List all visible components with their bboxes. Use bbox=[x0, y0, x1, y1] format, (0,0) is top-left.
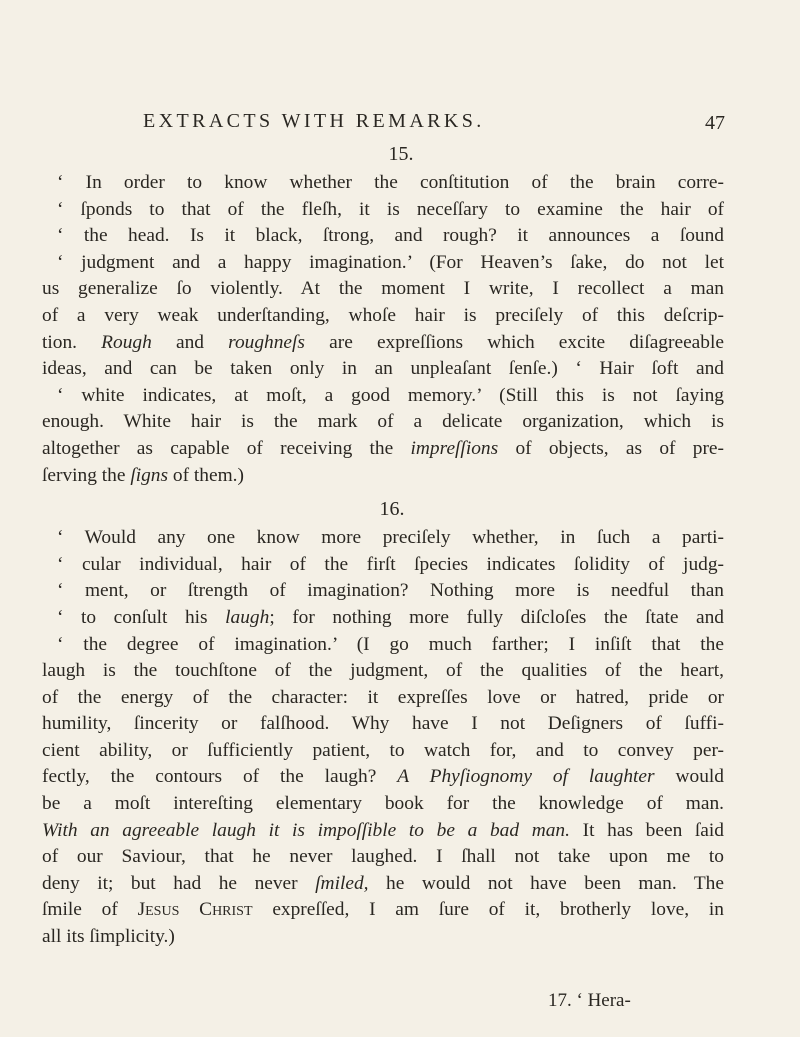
text-line: cient ability, or ſufficiently patient, to watch for, and to convey per- bbox=[42, 739, 724, 761]
text-line: humility, ſincerity or falſhood. Why have I not Deſigners of ſuffi- bbox=[42, 713, 724, 735]
text-line: ‘ the degree of imagination.’ (I go much farther; I inſiſt that the bbox=[57, 633, 724, 655]
text-line: ‘ In order to know whether the conſtitution of the brain corre- bbox=[57, 172, 724, 193]
text-line: ‘ the head. Is it black, ſtrong, and rough? it announces a ſound bbox=[57, 225, 724, 247]
text-line: ‘ ſponds to that of the fleſh, it is neceſſary to examine the hair of bbox=[57, 198, 724, 220]
text-line: all its ſimplicity.) bbox=[42, 926, 175, 948]
text-line: ‘ cular individual, hair of the firſt ſpecies indicates ſolidity of judg- bbox=[57, 553, 724, 575]
text-line: deny it; but had he never ſmiled, he would not have been man. The bbox=[42, 872, 724, 894]
text-line: us generalize ſo violently. At the moment I write, I recollect a man bbox=[42, 278, 724, 300]
running-head: EXTRACTS WITH REMARKS. bbox=[143, 110, 485, 132]
section-16-text bbox=[42, 525, 724, 951]
text-line: ‘ white indicates, at moſt, a good memory.’ (Still this is not ſaying bbox=[57, 384, 724, 406]
text-line: With an agreeable laugh it is impoſſible to be a bad man. It has been ſaid bbox=[42, 819, 724, 841]
page-header bbox=[143, 110, 725, 140]
text-line: enough. White hair is the mark of a delicate organization, which is bbox=[42, 411, 724, 433]
section-number-15: 15. bbox=[388, 143, 414, 165]
text-line: of our Saviour, that he never laughed. I ſhall not take upon me to bbox=[42, 846, 724, 868]
text-line: fectly, the contours of the laugh? A Phyſiognomy of laughter would bbox=[42, 766, 724, 788]
section-15-text bbox=[42, 170, 724, 489]
text-line: ſmile of Jesus Christ expreſſed, I am ſure of it, brotherly love, in bbox=[42, 899, 724, 921]
text-line: laugh is the touchſtone of the judgment, of the qualities of the heart, bbox=[42, 660, 724, 682]
text-line: tion. Rough and roughneſs are expreſſions which excite diſagreeable bbox=[42, 331, 724, 353]
text-line: of the energy of the character: it expreſſes love or hatred, pride or bbox=[42, 686, 724, 708]
text-line: ‘ ment, or ſtrength of imagination? Nothing more is needful than bbox=[57, 580, 724, 602]
text-line: of a very weak underſtanding, whoſe hair is preciſely of this deſcrip- bbox=[42, 304, 724, 326]
catchword: 17. ‘ Hera- bbox=[548, 990, 631, 1011]
text-line: ‘ to conſult his laugh; for nothing more fully diſcloſes the ſtate and bbox=[57, 606, 724, 628]
text-line: ſerving the ſigns of them.) bbox=[42, 464, 244, 486]
section-number-16: 16. bbox=[379, 498, 405, 521]
page-number: 47 bbox=[705, 112, 725, 134]
body-text bbox=[42, 138, 724, 951]
text-line: ideas, and can be taken only in an unpleaſant ſenſe.) ‘ Hair ſoft and bbox=[42, 358, 724, 380]
text-line: be a moſt intereſting elementary book for the knowledge of man. bbox=[42, 793, 724, 815]
text-line: ‘ judgment and a happy imagination.’ (For Heaven’s ſake, do not let bbox=[57, 251, 724, 273]
text-line: altogether as capable of receiving the impreſſions of objects, as of pre- bbox=[42, 437, 724, 459]
text-line: ‘ Would any one know more preciſely whether, in ſuch a parti- bbox=[57, 527, 724, 549]
